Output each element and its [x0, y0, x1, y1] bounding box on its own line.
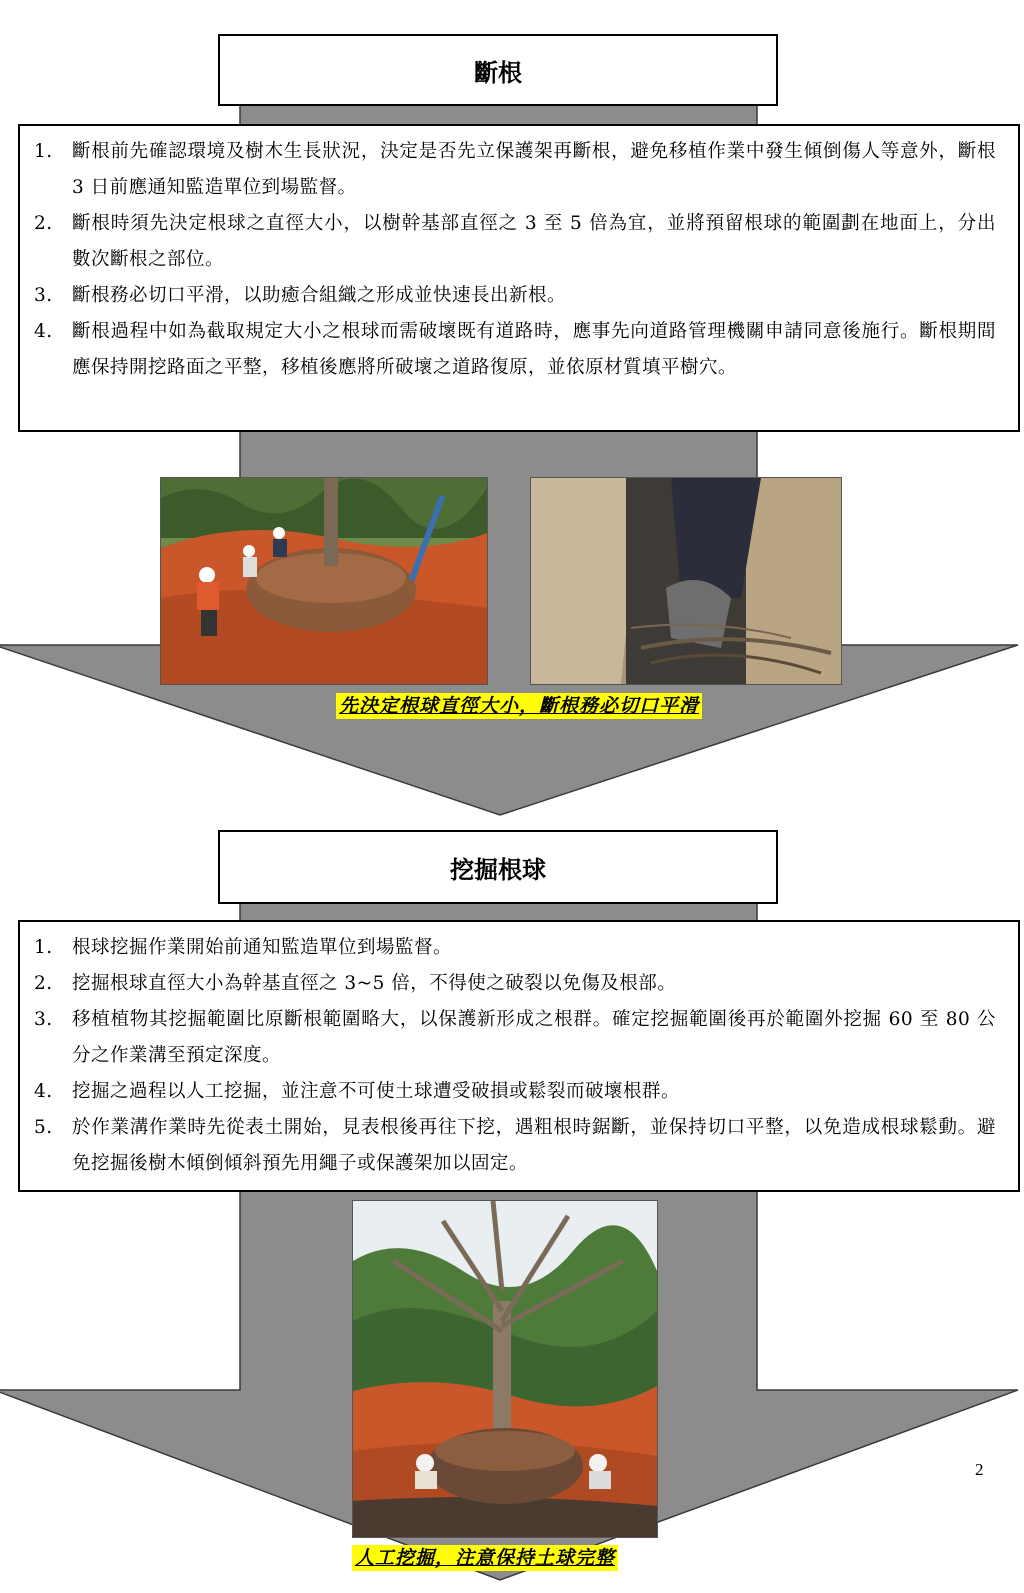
photo-tree-root-ball: [352, 1200, 658, 1538]
section-title-root-pruning: [218, 34, 778, 106]
item-text: 斷根前先確認環境及樹木生長狀況，決定是否先立保護架再斷根，避免移植作業中發生傾倒傷人等意外，斷根 3 日前應通知監造單位到場監督。: [72, 141, 996, 198]
list-item: [34, 134, 996, 206]
photo-caption-root-pruning: 先決定根球直徑大小，斷根務必切口平滑: [336, 693, 702, 719]
item-number: 2.: [34, 213, 53, 234]
section-title-dig-root-ball: [218, 830, 778, 904]
photo-cutting-roots-closeup: [530, 477, 842, 685]
item-number: 3.: [34, 285, 53, 306]
photo-caption-dig-root-ball: 人工挖掘，注意保持土球完整: [352, 1545, 618, 1571]
list-item: [34, 1074, 996, 1110]
item-text: 斷根過程中如為截取規定大小之根球而需破壞既有道路時，應事先向道路管理機關申請同意後施行。斷根期間應保持開挖路面之平整，移植後應將所破壞之道路復原，並依原材質填平樹穴。: [72, 321, 996, 378]
item-number: 4.: [34, 1081, 53, 1102]
item-number: 3.: [34, 1009, 53, 1030]
list-item: [34, 314, 996, 386]
section-title-text: 挖掘根球: [450, 855, 546, 884]
list-item: [34, 1110, 996, 1182]
item-text: 挖掘之過程以人工挖掘，並注意不可使土球遭受破損或鬆裂而破壞根群。: [72, 1081, 681, 1102]
list-item: [34, 206, 996, 278]
root-pruning-instructions: [18, 124, 1020, 432]
item-text: 挖掘根球直徑大小為幹基直徑之 3~5 倍，不得使之破裂以免傷及根部。: [72, 973, 677, 994]
item-text: 移植植物其挖掘範圍比原斷根範圍略大，以保護新形成之根群。確定挖掘範圍後再於範圍外挖掘 60 至 80 公分之作業溝至預定深度。: [72, 1009, 996, 1066]
list-item: [34, 930, 996, 966]
dig-root-ball-instructions: [18, 920, 1020, 1192]
list-item: [34, 1002, 996, 1074]
photo-root-ball-excavation: [160, 477, 488, 685]
section-title-text: 斷根: [474, 58, 522, 87]
item-number: 2.: [34, 973, 53, 994]
item-number: 1.: [34, 937, 53, 958]
item-number: 5.: [34, 1117, 53, 1138]
page-number: 2: [975, 1460, 984, 1479]
item-text: 斷根時須先決定根球之直徑大小，以樹幹基部直徑之 3 至 5 倍為宜，並將預留根球的範圍劃在地面上，分出數次斷根之部位。: [72, 213, 996, 270]
item-number: 1.: [34, 141, 53, 162]
list-item: [34, 966, 996, 1002]
item-text: 斷根務必切口平滑，以助癒合組織之形成並快速長出新根。: [72, 285, 567, 306]
list-item: [34, 278, 996, 314]
item-text: 於作業溝作業時先從表土開始，見表根後再往下挖，遇粗根時鋸斷，並保持切口平整，以免造成根球鬆動。避免挖掘後樹木傾倒傾斜預先用繩子或保護架加以固定。: [72, 1117, 996, 1174]
item-number: 4.: [34, 321, 53, 342]
item-text: 根球挖掘作業開始前通知監造單位到場監督。: [72, 937, 453, 958]
